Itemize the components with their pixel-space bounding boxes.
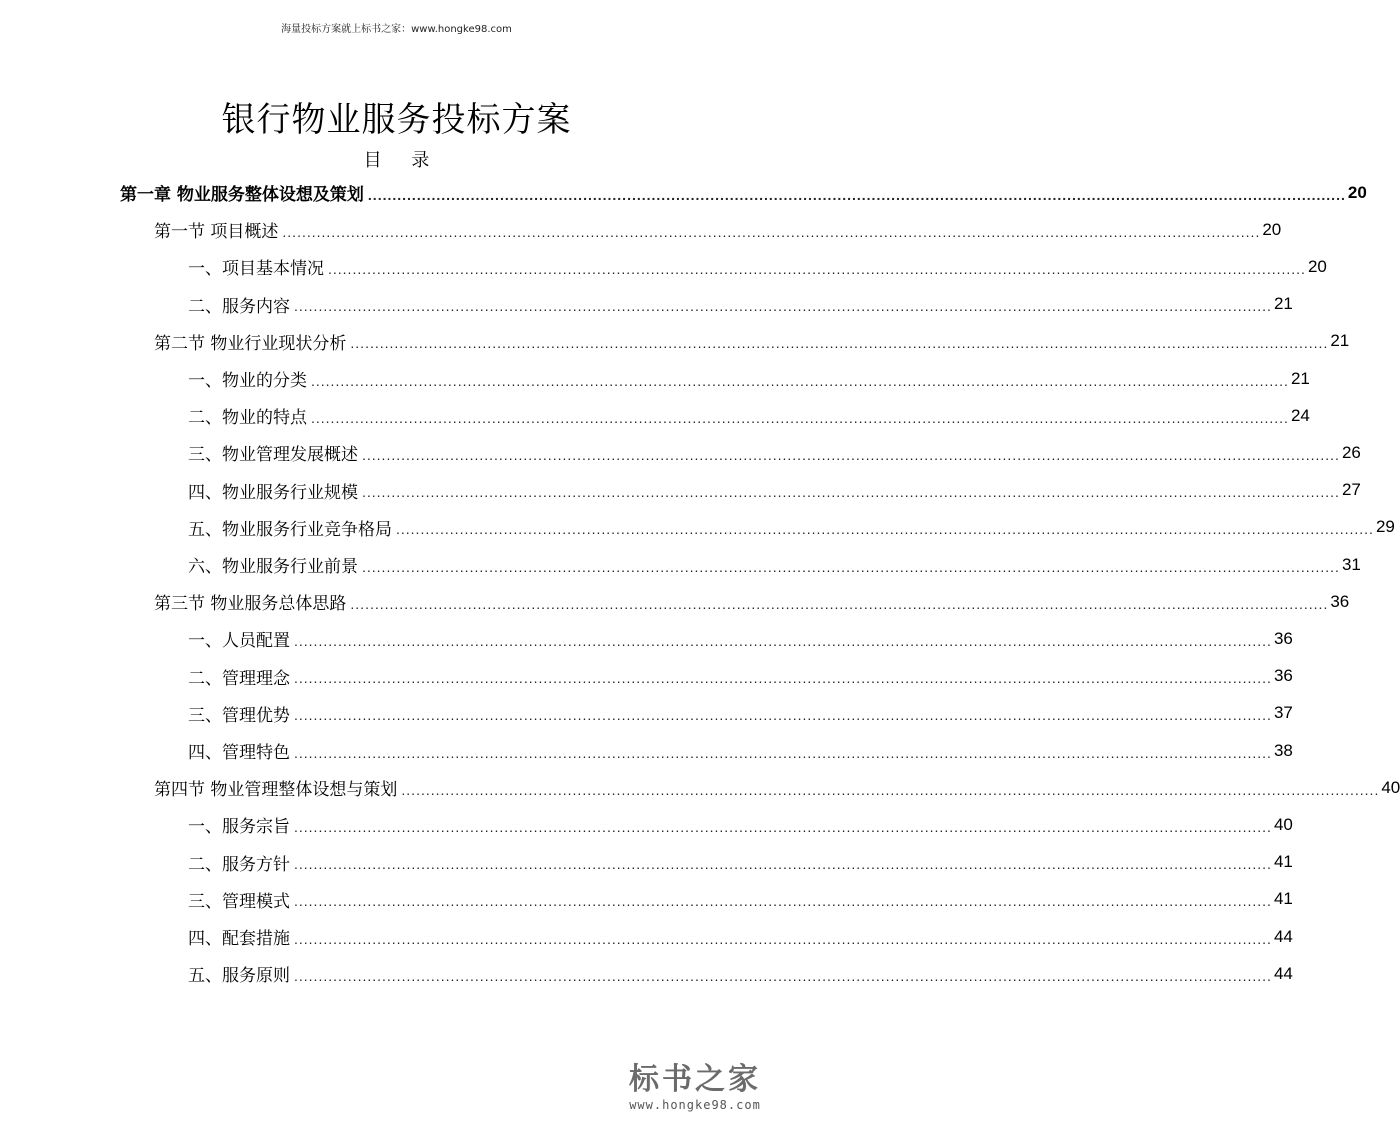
toc-entry[interactable] [188, 546, 1361, 583]
toc-leader-dots: ........................................................................................................................................................................................................ [311, 409, 1289, 426]
toc-entry[interactable] [188, 472, 1361, 509]
toc-entry-page: 40 [1273, 814, 1293, 834]
toc-leader-dots: ........................................................................................................................................................................................................ [294, 670, 1272, 687]
toc-entry-page: 44 [1273, 926, 1293, 946]
toc-entry-label: 第一节 项目概述 [154, 222, 279, 243]
toc-entry-page: 20 [1307, 256, 1327, 276]
toc-entry-label: 四、配套措施 [188, 929, 290, 949]
toc-entry[interactable] [188, 658, 1293, 695]
toc-entry[interactable] [188, 844, 1293, 881]
toc-entry-label: 二、服务方针 [188, 854, 290, 875]
toc-entry-page: 29 [1375, 517, 1395, 537]
toc-leader-dots: ........................................................................................................................................................................................................ [282, 223, 1261, 240]
toc-entry-page: 38 [1273, 740, 1293, 760]
toc-entry[interactable] [188, 806, 1293, 843]
toc-leader-dots: ........................................................................................................................................................................................................ [328, 260, 1306, 277]
toc-entry-label: 一、物业的分类 [188, 371, 307, 391]
toc-entry-page: 41 [1273, 852, 1293, 872]
toc-entry[interactable] [188, 397, 1310, 434]
toc-entry-page: 21 [1290, 368, 1310, 388]
toc-leader-dots: ........................................................................................................................................................................................................ [294, 930, 1272, 947]
toc-leader-dots: ........................................................................................................................................................................................................ [294, 967, 1272, 984]
toc-entry-label: 二、服务内容 [188, 296, 290, 317]
toc-entry-page: 41 [1273, 889, 1293, 909]
toc-leader-dots: ........................................................................................................................................................................................................ [311, 372, 1289, 389]
toc-entry[interactable] [188, 248, 1327, 285]
toc-entry[interactable] [188, 881, 1293, 918]
toc-entry-page: 26 [1341, 442, 1361, 462]
toc-entry-label: 五、服务原则 [188, 966, 290, 987]
toc-entry[interactable] [188, 620, 1293, 657]
toc-entry[interactable] [154, 769, 1400, 806]
toc-entry[interactable] [188, 434, 1361, 471]
toc-entry-label: 二、管理理念 [188, 668, 290, 689]
toc-entry[interactable] [154, 211, 1282, 248]
toc-entry-label: 四、物业服务行业规模 [188, 482, 358, 503]
toc-entry-label: 第四节 物业管理整体设想与策划 [154, 780, 398, 801]
toc-entry[interactable] [154, 583, 1350, 620]
toc-leader-dots: ........................................................................................................................................................................................................ [362, 558, 1340, 575]
toc-leader-dots: ........................................................................................................................................................................................................ [294, 298, 1272, 315]
toc-entry-page: 40 [1381, 777, 1400, 797]
toc-leader-dots: ........................................................................................................................................................................................................ [401, 781, 1380, 798]
toc-leader-dots: ........................................................................................................................................................................................................ [294, 818, 1272, 835]
page-header: 海量投标方案就上标书之家：www.hongke98.com [281, 24, 512, 35]
toc-entry-page: 36 [1330, 591, 1350, 611]
toc-heading: 目 录 [363, 150, 442, 171]
toc-entry-label: 一、人员配置 [188, 631, 290, 652]
toc-entry-label: 第一章 物业服务整体设想及策划 [120, 185, 364, 205]
toc-entry[interactable] [188, 918, 1293, 955]
toc-entry-label: 一、项目基本情况 [188, 259, 324, 280]
watermark-title: 标书之家 [629, 1062, 761, 1097]
toc-entry[interactable] [154, 323, 1350, 360]
toc-entry-label: 三、物业管理发展概述 [188, 445, 358, 466]
toc-leader-dots: ........................................................................................................................................................................................................ [294, 632, 1272, 649]
toc-entry-label: 五、物业服务行业竞争格局 [188, 519, 392, 540]
toc-entry-label: 一、服务宗旨 [188, 817, 290, 838]
toc-entry-label: 四、管理特色 [188, 743, 290, 763]
toc-entry-page: 21 [1273, 294, 1293, 314]
toc-entry-page: 37 [1273, 703, 1293, 723]
toc-entry[interactable] [188, 286, 1293, 323]
watermark-logo [615, 1062, 775, 1112]
toc-entry-label: 三、管理优势 [188, 705, 290, 726]
toc-entry-label: 三、管理模式 [188, 891, 290, 912]
toc-entry-page: 31 [1341, 554, 1361, 574]
toc-entry-page: 21 [1330, 331, 1350, 351]
toc-leader-dots: ........................................................................................................................................................................................................ [294, 744, 1272, 761]
toc-leader-dots: ........................................................................................................................................................................................................ [294, 707, 1272, 724]
toc-entry-page: 36 [1273, 666, 1293, 686]
watermark-url: www.hongke98.com [629, 1098, 761, 1112]
toc-entry-page: 24 [1290, 405, 1310, 425]
toc-entry[interactable] [120, 174, 1367, 211]
toc-entry[interactable] [188, 509, 1395, 546]
toc-entry-page: 44 [1273, 963, 1293, 983]
toc-leader-dots: ........................................................................................................................................................................................................ [362, 446, 1340, 463]
toc-entry-page: 20 [1262, 219, 1282, 239]
toc-leader-dots: ........................................................................................................................................................................................................ [396, 521, 1374, 538]
toc-leader-dots: ........................................................................................................................................................................................................ [294, 856, 1272, 873]
toc-entry-page: 20 [1347, 182, 1367, 202]
toc-leader-dots: ........................................................................................................................................................................................................ [350, 335, 1329, 352]
toc-leader-dots: ........................................................................................................................................................................................................ [367, 186, 1346, 203]
toc-entry-label: 第二节 物业行业现状分析 [154, 333, 347, 354]
toc-leader-dots: ........................................................................................................................................................................................................ [350, 595, 1329, 612]
toc-entry-label: 二、物业的特点 [188, 408, 307, 429]
toc-entry-label: 六、物业服务行业前景 [188, 557, 358, 577]
toc-leader-dots: ........................................................................................................................................................................................................ [294, 893, 1272, 910]
toc-entry-label: 第三节 物业服务总体思路 [154, 594, 347, 615]
document-title: 银行物业服务投标方案 [221, 100, 572, 140]
toc-entry-page: 36 [1273, 628, 1293, 648]
toc-entry[interactable] [188, 360, 1310, 397]
toc-entry[interactable] [188, 955, 1293, 992]
toc-entry[interactable] [188, 695, 1293, 732]
toc-entry[interactable] [188, 732, 1293, 769]
toc-leader-dots: ........................................................................................................................................................................................................ [362, 484, 1340, 501]
toc-entry-page: 27 [1341, 480, 1361, 500]
